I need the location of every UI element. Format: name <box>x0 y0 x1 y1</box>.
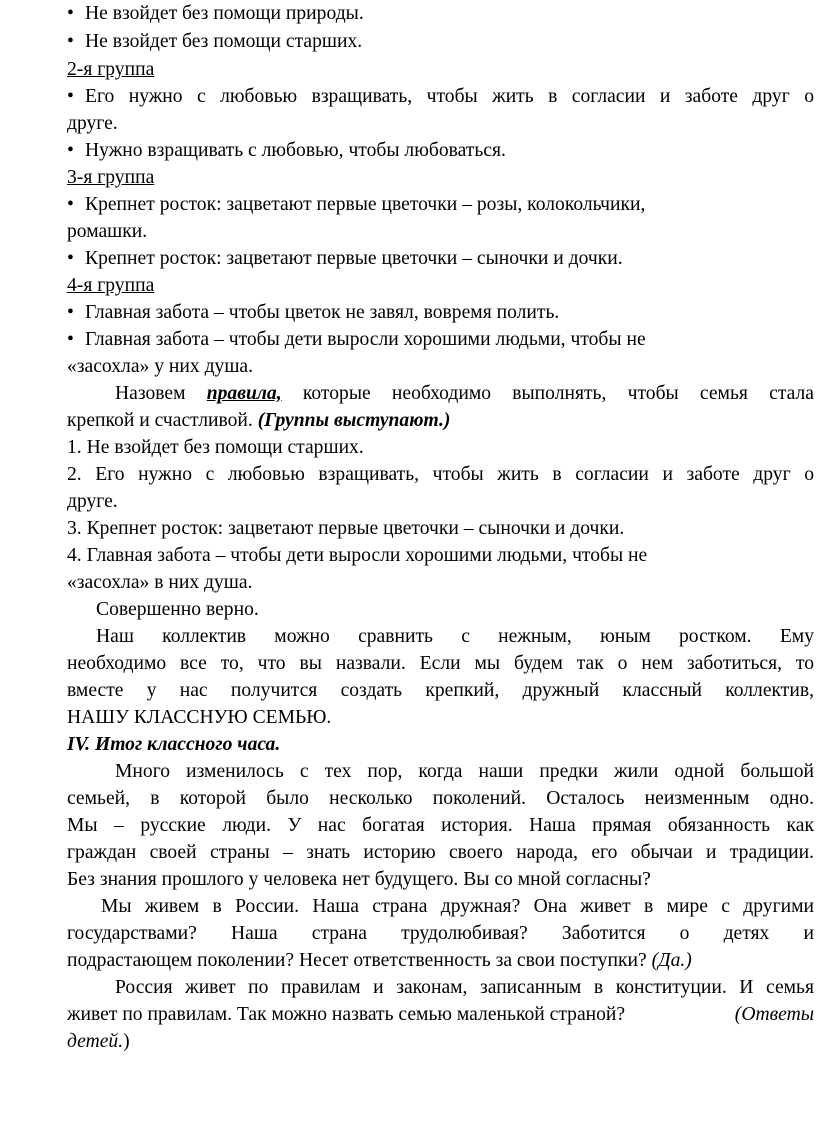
rule-item: 2. Его нужно с любовью взращивать, чтобы жить в согласии и заботе друг о <box>67 464 814 485</box>
paragraph-line: государствами? Наша страна трудолюбивая? Заботится о детях и <box>67 923 814 944</box>
paragraph-line: подрастающем поколении? Несет ответственность за свои поступки? (Да.) <box>67 950 692 971</box>
bullet: • <box>67 248 74 269</box>
rule-item: 1. Не взойдет без помощи старших. <box>67 437 364 458</box>
answer-note: (Да.) <box>651 950 692 971</box>
rule-item: 4. Главная забота – чтобы дети выросли хорошими людьми, чтобы не <box>67 545 648 566</box>
paragraph-line: Без знания прошлого у человека нет будущего. Вы со мной согласны? <box>67 869 651 890</box>
bullet: • <box>67 194 74 215</box>
stage-note: (Группы выступают.) <box>257 410 451 431</box>
emphasis-rules: правила, <box>206 383 282 404</box>
list-item-continuation: ромашки. <box>67 221 148 242</box>
group-heading: 2-я группа <box>67 59 155 80</box>
group-heading: 3-я группа <box>67 167 155 188</box>
list-item-continuation: «засохла» у них душа. <box>67 356 254 377</box>
list-item: • Нужно взращивать с любовью, чтобы любоваться. <box>67 140 506 161</box>
list-item: • Не взойдет без помощи природы. <box>67 3 364 24</box>
paragraph-line: Много изменилось с тех пор, когда наши предки жили одной большой <box>115 761 814 782</box>
paragraph-line: Совершенно верно. <box>96 599 259 620</box>
paragraph-line: необходимо все то, что вы назвали. Если мы будем так о нем заботиться, то <box>67 653 814 674</box>
paragraph-line: Мы живем в России. Наша страна дружная? Она живет в мире с другими <box>101 896 814 917</box>
paragraph-line: граждан своей страны – знать историю своего народа, его обычаи и традиции. <box>67 842 814 863</box>
rules-intro-line2: крепкой и счастливой. (Группы выступают.) <box>67 410 451 431</box>
bullet: • <box>67 86 74 107</box>
bullet: • <box>67 329 74 350</box>
bullet: • <box>67 140 74 161</box>
rule-item: 3. Крепнет росток: зацветают первые цветочки – сыночки и дочки. <box>67 518 625 539</box>
list-item: • Не взойдет без помощи старших. <box>67 31 363 52</box>
paragraph-line: вместе у нас получится создать крепкий, дружный классный коллектив, <box>67 680 814 701</box>
bullet: • <box>67 31 74 52</box>
list-item: • Крепнет росток: зацветают первые цветочки – сыночки и дочки. <box>67 248 623 269</box>
rule-item-continuation: друге. <box>67 491 118 512</box>
list-item: • Главная забота – чтобы цветок не завял, вовремя полить. <box>67 302 560 323</box>
section-heading: IV. Итог классного часа. <box>67 734 281 755</box>
list-item: • Крепнет росток: зацветают первые цветочки – розы, колокольчики, <box>67 194 646 215</box>
bullet: • <box>67 3 74 24</box>
paragraph-line: живет по правилам. Так можно назвать семью маленькой страной? (Ответы <box>67 1004 814 1025</box>
paragraph-line: Россия живет по правилам и законам, записанным в конституции. И семья <box>115 977 814 998</box>
list-item: • Его нужно с любовью взращивать, чтобы жить в согласии и заботе друг о <box>67 86 814 107</box>
paragraph-line: Мы – русские люди. У нас богатая история. Наша прямая обязанность как <box>67 815 814 836</box>
list-item: • Главная забота – чтобы дети выросли хорошими людьми, чтобы не <box>67 329 646 350</box>
list-item-continuation: друге. <box>67 113 118 134</box>
rule-item-continuation: «засохла» в них душа. <box>67 572 253 593</box>
paragraph-line: семьей, в которой было несколько поколений. Осталось неизменным одно. <box>67 788 814 809</box>
rules-intro-line: Назовем правила, которые необходимо выполнять, чтобы семья стала <box>115 383 814 404</box>
paragraph-line: НАШУ КЛАССНУЮ СЕМЬЮ. <box>67 707 332 728</box>
paragraph-line: детей.) <box>67 1031 130 1052</box>
paragraph-line: Наш коллектив можно сравнить с нежным, юным ростком. Ему <box>96 626 814 647</box>
answer-note: (Ответы <box>734 1004 814 1025</box>
bullet: • <box>67 302 74 323</box>
group-heading: 4-я группа <box>67 275 155 296</box>
